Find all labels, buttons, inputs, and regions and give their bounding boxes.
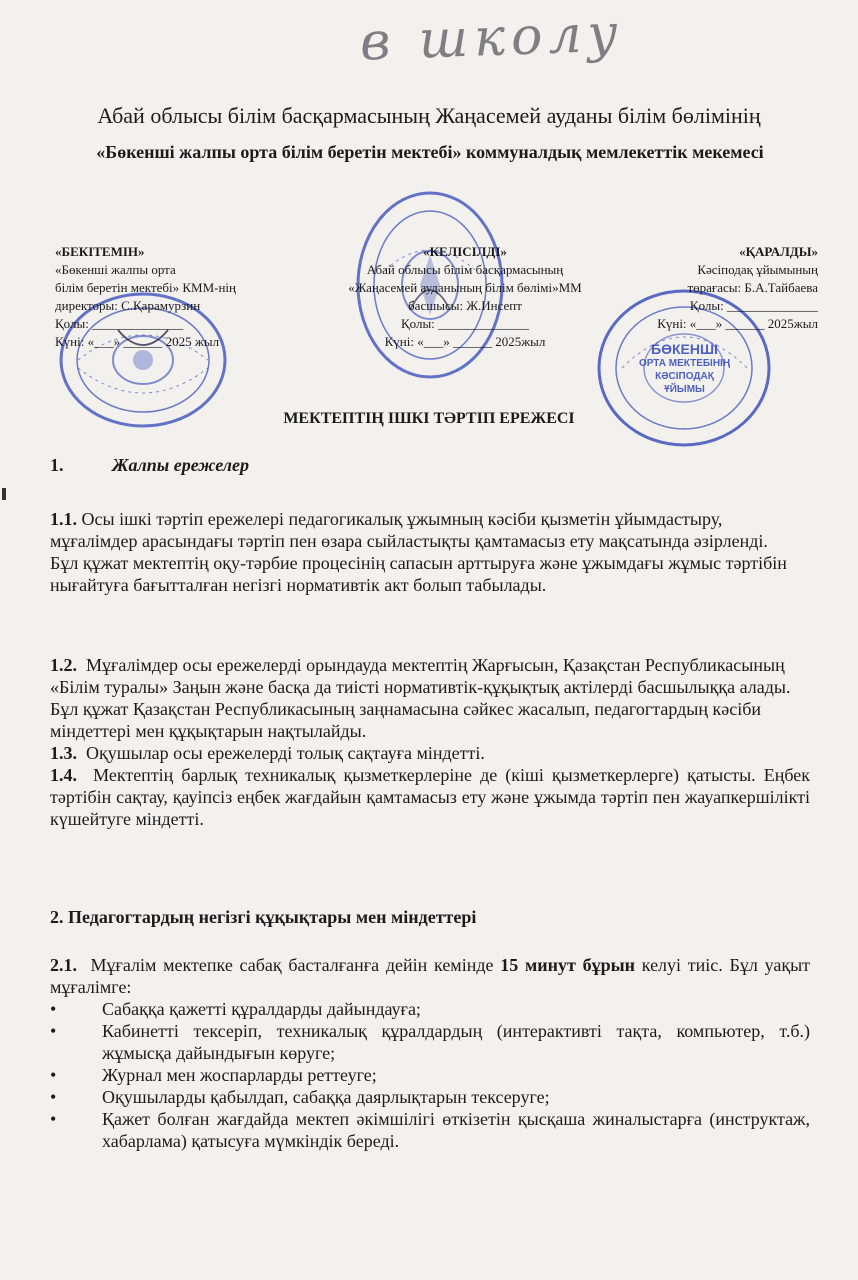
approval-left-date: Күні: «___» ______ 2025 жыл <box>55 334 220 349</box>
paragraph-text: Осы ішкі тәртіп ережелері педагогикалық ұжымның кәсіби қызметін ұйымдастыру, мұғалімдер арасындағы тәртіп пен өзара сыйластықты қамтамасыз ету мақсатында әзірленді. <box>50 509 768 551</box>
paragraph-number: 1.3. <box>50 743 77 763</box>
approval-center-title: «КЕЛІСІЛДІ» <box>423 244 507 259</box>
section-1-number: 1. <box>50 455 64 475</box>
section-2-body <box>50 954 810 1152</box>
approval-block-center <box>320 243 610 351</box>
approval-left-signature: Қолы: ______________ <box>55 316 184 331</box>
section-1-body-2 <box>50 654 810 830</box>
approval-left-line: білім беретін мектебі» КММ-нің <box>55 280 236 295</box>
union-seal-line-3: КӘСІПОДАҚ <box>655 371 714 382</box>
approval-right-line: төрағасы: Б.А.Тайбаева <box>687 280 818 295</box>
union-seal-line-2: ОРТА МЕКТЕБІНІҢ <box>638 358 731 369</box>
paragraph-number: 1.1. <box>50 509 77 529</box>
paragraph-2-1 <box>50 954 810 998</box>
bullet-item: • Сабаққа қажетті құралдарды дайындауға; <box>50 998 810 1020</box>
approval-left-line: директоры: С.Қарамурзин <box>55 298 201 313</box>
margin-mark <box>2 488 6 500</box>
section-1-title: Жалпы ережелер <box>112 455 249 475</box>
approval-center-line: басшысы: Ж.Инсепт <box>408 298 522 313</box>
approval-right-date: Күні: «___» ______ 2025жыл <box>657 316 818 331</box>
header-line-2: «Бөкенші жалпы орта білім беретін мектебі» коммуналдық мемлекеттік мекемесі <box>96 142 764 162</box>
section-1-body <box>50 508 810 596</box>
approval-center-line: «Жаңасемей ауданының білім бөлімі»ММ <box>348 280 582 295</box>
union-seal-line-4: ҰЙЫМЫ <box>664 384 705 395</box>
paragraph-number: 2.1. <box>50 955 77 975</box>
paragraph-text: Мектептің барлық техникалық қызметкерлеріне де (кіші қызметкерлерге) қатысты. Еңбек тәртібін сақтау, қауіпсіз еңбек жағдайын қамтамасыз ету және ұжымда тәртіп пен жауапкершілікті күшейтуге міндетті. <box>50 765 810 829</box>
paragraph-text: Оқушылар осы ережелерді толық сақтауға міндетті. <box>86 743 485 763</box>
approval-center-line: Абай облысы білім басқармасының <box>366 262 564 277</box>
approval-center-date: Күні: «___» ______ 2025жыл <box>384 334 546 349</box>
union-seal-line-1: БӨКЕНШІ <box>651 341 718 357</box>
approval-right-line: Кәсіподақ ұйымының <box>697 262 818 277</box>
approval-left-line: «Бөкенші жалпы орта <box>55 262 176 277</box>
approval-block-left <box>55 243 236 351</box>
section-1-heading <box>50 455 249 476</box>
bullet-item: • Қажет болған жағдайда мектеп әкімшілігі өткізетін қысқаша жиналыстарға (инструктаж, хабарлама) қатысуға мүмкіндік береді. <box>50 1108 810 1152</box>
bullet-item: • Журнал мен жоспарларды реттеуге; <box>50 1064 810 1086</box>
document-title: МЕКТЕПТІҢ ІШКІ ТӘРТІП ЕРЕЖЕСІ <box>283 410 575 427</box>
paragraph-1-1b: Бұл құжат мектептің оқу-тәрбие процесінің сапасын арттыруға және ұжымдағы жұмыс тәртібін нығайтуға бағытталған негізгі нормативтік акт болып табылады. <box>50 553 787 595</box>
approval-center-signature: Қолы: ______________ <box>400 316 530 331</box>
approval-right-signature: Қолы: ______________ <box>689 298 818 313</box>
bullet-item: • Оқушыларды қабылдап, сабаққа даярлықтарын тексеруге; <box>50 1086 810 1108</box>
paragraph-1-4 <box>50 764 810 830</box>
paragraph-text-bold: 15 минут бұрын <box>500 955 636 975</box>
union-seal-text <box>597 341 772 396</box>
paragraph-number: 1.4. <box>50 765 77 785</box>
paragraph-1-2b: Бұл құжат Қазақстан Республикасының заңнамасына сәйкес жасалып, педагогтардың кәсіби міндеттері мен құқықтарын нақтылайды. <box>50 699 761 741</box>
paragraph-1-3 <box>50 742 810 764</box>
approval-right-title: «ҚАРАЛДЫ» <box>739 244 818 259</box>
approval-left-title: «БЕКІТЕМІН» <box>55 244 145 259</box>
bullet-item: • Кабинетті тексеріп, техникалық құралдардың (интерактивті тақта, компьютер, т.б.) жұмысқа дайындығын көруге; <box>50 1020 810 1064</box>
approval-block-right <box>590 243 818 333</box>
section-2-heading: 2. Педагогтардың негізгі құқықтары мен міндеттері <box>50 907 477 927</box>
paragraph-text-b: келуі тиіс. Бұл уақыт мұғалімге: <box>50 955 811 997</box>
handwritten-note: в школу <box>359 3 625 73</box>
paragraph-1-2 <box>50 654 810 698</box>
paragraph-text-a: Мұғалім мектепке сабақ басталғанға дейін кемінде <box>90 955 494 975</box>
paragraph-text: Мұғалімдер осы ережелерді орындауда мектептің Жарғысын, Қазақстан Республикасының «Білім туралы» Заңын және басқа да тиісті нормативтік-құқықтық актілерді басшылыққа алады. <box>50 655 791 697</box>
header-line-1: Абай облысы білім басқармасының Жаңасемей ауданы білім бөлімінің <box>97 103 761 128</box>
paragraph-number: 1.2. <box>50 655 77 675</box>
paragraph-1-1 <box>50 508 810 552</box>
